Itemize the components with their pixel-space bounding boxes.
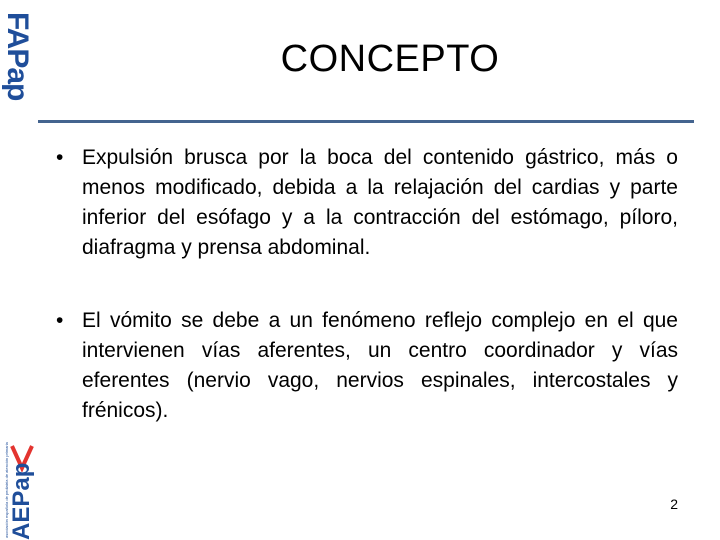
bullet-item [56,143,678,263]
aepap-logo [0,440,36,540]
fapap-logo-text: FAPap [1,12,34,101]
bullet-marker: • [56,146,64,169]
fapap-logo [0,12,40,112]
aepap-logo-subtitle: asociación española de pediatría de atención primaria [4,442,9,538]
bullet-list [56,143,678,469]
bullet-item [56,306,678,426]
bullet-text: Expulsión brusca por la boca del contenido gástrico, más o menos modificado, debida a la relajación del cardias y parte inferior del esófago y a la contracción del estómago, píloro, diafragma y prensa abdominal. [82,146,678,259]
aepap-logo-text: AEPap [8,462,35,540]
bullet-marker: • [56,309,64,332]
title-divider [38,120,694,123]
bullet-text: El vómito se debe a un fenómeno reflejo complejo en el que intervienen vías aferentes, un centro coordinador y vías eferentes (nervio vago, nervios espinales, intercostales y frénicos). [82,309,678,422]
page-number: 2 [670,496,678,512]
slide-title: CONCEPTO [280,38,500,80]
